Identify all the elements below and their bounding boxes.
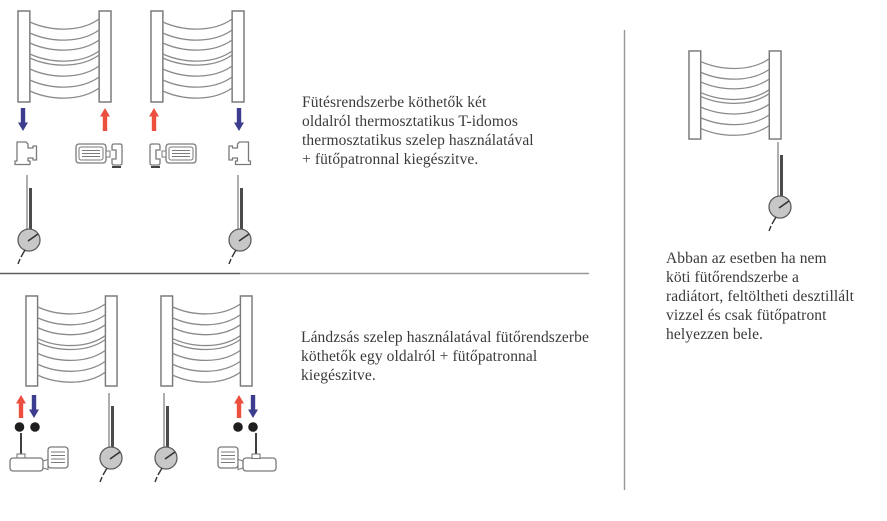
connection-dot-icon [15,422,25,432]
caption-line: vizzel és csak fütőpatront [666,307,827,324]
arrow-up-icon [100,108,110,131]
heating-cartridge-icon [18,175,40,264]
caption-line: radiátort, feltöltheti desztillált [666,288,855,305]
caption-line: köti fütőrendszerbe a [666,269,799,286]
caption-line: kiegészitve. [301,367,376,384]
connection-dot-icon [30,422,40,432]
arrow-down-icon [18,108,28,131]
thermostatic-valve-icon [76,144,122,167]
caption-line: helyezzen bele. [666,326,764,343]
caption-line: + fütőpatronnal kiegészitve. [302,151,479,168]
caption-one-sided-connection [301,328,589,385]
lance-valve-icon [218,433,276,471]
arrow-up-icon [16,395,26,418]
t-fitting-icon [15,142,37,165]
caption-line: Abban az esetben ha nem [666,250,827,267]
caption-line: oldalról thermosztatikus T-idomos [302,113,518,130]
heating-cartridge-icon [769,142,791,231]
connection-dot-icon [248,422,258,432]
caption-line: Lándzsás szelep használatával fütőrendszerbe [301,329,589,346]
radiator-icon [161,296,252,386]
lance-valve-icon [10,433,68,471]
thermostatic-valve-icon [150,144,196,167]
caption-line: köthetők egy oldalról + fütőpatronnal [301,348,538,365]
arrow-down-icon [234,108,244,131]
radiator-icon [151,11,244,102]
arrow-down-icon [29,395,39,418]
heating-cartridge-icon [155,393,177,482]
radiator-icon [689,51,781,139]
radiator-icon [18,11,111,102]
caption-two-sided-connection [302,93,534,169]
caption-line: thermosztatikus szelep használatával [302,132,534,149]
caption-no-heating-system [666,249,854,344]
heating-cartridge-icon [229,175,251,264]
caption-line: Fütésrendszerbe köthetők két [302,94,487,111]
arrow-down-icon [248,395,258,418]
radiator-icon [26,296,117,386]
arrow-up-icon [149,108,159,131]
connection-dot-icon [233,422,243,432]
arrow-up-icon [234,395,244,418]
t-fitting-icon [229,142,251,165]
heating-cartridge-icon [100,393,122,482]
